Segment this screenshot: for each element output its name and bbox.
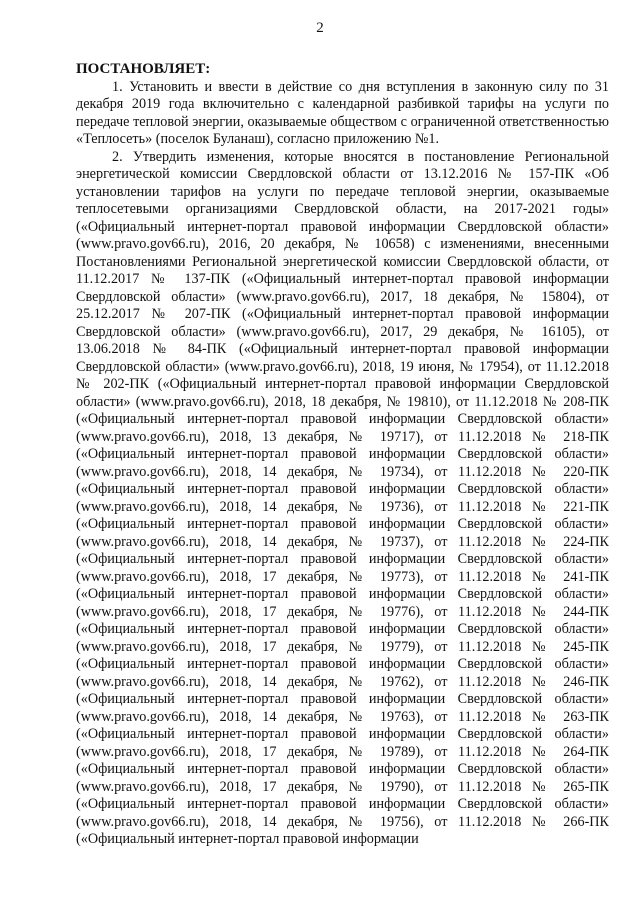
paragraph-2-intro: 2. Утвердить изменения, которые вносятся в постановление Региональной энергетической комиссии Свердловской области от 13.12.2016 № 157-ПК «Об установлении тарифов на услуги по передаче тепловой энергии, оказываемые теплосетевыми организациями Свердловской области, на 2017-2021 годы» («Официальный интернет-портал правовой информации Свердловской области» (www.pravo.gov66.ru), 2016, 20 декабря, № 10658) с изменениями, внесенными Постановлениями Региональной энергетической комиссии Свердловской области,	[76, 148, 609, 270]
page-number: 2	[316, 20, 324, 36]
document-body	[76, 61, 609, 849]
amendment-item: от 25.12.2017 № 207-ПК («Официальный интернет-портал правовой информации Свердловской области» (www.pravo.gov66.ru), 2017, 29 декабря, № 16105),	[76, 288, 609, 340]
amendment-item: от 11.12.2018 № 218-ПК («Официальный интернет-портал правовой информации Свердловской области» (www.pravo.gov66.ru), 2018, 14 декабря, № 19734),	[76, 428, 610, 480]
amendment-item: от 11.12.2018 № 246-ПК («Официальный интернет-портал правовой информации Свердловской области» (www.pravo.gov66.ru), 2018, 14 декабря, № 19763),	[76, 673, 610, 725]
amendments-list	[76, 254, 609, 848]
amendment-item: от 13.06.2018 № 84-ПК («Официальный интернет-портал правовой информации Свердловской области» (www.pravo.gov66.ru), 2018, 19 июня, № 17954),	[76, 323, 609, 375]
amendment-item: от 11.12.2018 № 266-ПК («Официальный интернет-портал правовой информации	[76, 813, 610, 847]
amendment-item: от 11.12.2018 № 221-ПК («Официальный интернет-портал правовой информации Свердловской области» (www.pravo.gov66.ru), 2018, 14 декабря, № 19737),	[76, 498, 610, 550]
amendment-item: от 11.12.2018 № 202-ПК («Официальный интернет-портал правовой информации Свердловской области» (www.pravo.gov66.ru), 2018, 18 декабря, № 19810),	[76, 358, 609, 410]
amendment-item: от 11.12.2018 № 208-ПК («Официальный интернет-портал правовой информации Свердловской области» (www.pravo.gov66.ru), 2018, 13 декабря, № 19717),	[76, 393, 609, 445]
amendment-item: от 11.12.2018 № 264-ПК («Официальный интернет-портал правовой информации Свердловской области» (www.pravo.gov66.ru), 2018, 17 декабря, № 19790),	[76, 743, 610, 795]
amendment-item: от 11.12.2018 № 241-ПК («Официальный интернет-портал правовой информации Свердловской области» (www.pravo.gov66.ru), 2018, 17 декабря, № 19776),	[76, 568, 610, 620]
amendment-item: от 11.12.2018 № 224-ПК («Официальный интернет-портал правовой информации Свердловской области» (www.pravo.gov66.ru), 2018, 17 декабря, № 19773),	[76, 533, 610, 585]
amendment-item: от 11.12.2018 № 263-ПК («Официальный интернет-портал правовой информации Свердловской области» (www.pravo.gov66.ru), 2018, 17 декабря, № 19789),	[76, 708, 610, 760]
amendment-item: от 11.12.2018 № 245-ПК («Официальный интернет-портал правовой информации Свердловской области» (www.pravo.gov66.ru), 2018, 14 декабря, № 19762),	[76, 638, 610, 690]
amendment-item: от 11.12.2018 № 220-ПК («Официальный интернет-портал правовой информации Свердловской области» (www.pravo.gov66.ru), 2018, 14 декабря, № 19736),	[76, 463, 610, 515]
paragraph-2	[76, 149, 609, 849]
amendment-item: от 11.12.2018 № 244-ПК («Официальный интернет-портал правовой информации Свердловской области» (www.pravo.gov66.ru), 2018, 17 декабря, № 19779),	[76, 603, 610, 655]
resolution-heading: ПОСТАНОВЛЯЕТ:	[76, 61, 211, 77]
amendment-item: от 11.12.2017 № 137-ПК («Официальный интернет-портал правовой информации Свердловской области» (www.pravo.gov66.ru), 2017, 18 декабря, № 15804),	[76, 253, 609, 305]
amendment-item: от 11.12.2018 № 265-ПК («Официальный интернет-портал правовой информации Свердловской области» (www.pravo.gov66.ru), 2018, 14 декабря, № 19756),	[76, 778, 610, 830]
paragraph-1: 1. Установить и ввести в действие со дня вступления в законную силу по 31 декабря 2019 года включительно с календарной разбивкой тарифы на услуги по передаче тепловой энергии, оказываемые обществом с ограниченной ответственностью «Теплосеть» (поселок Буланаш), согласно приложению №1.	[76, 78, 609, 147]
